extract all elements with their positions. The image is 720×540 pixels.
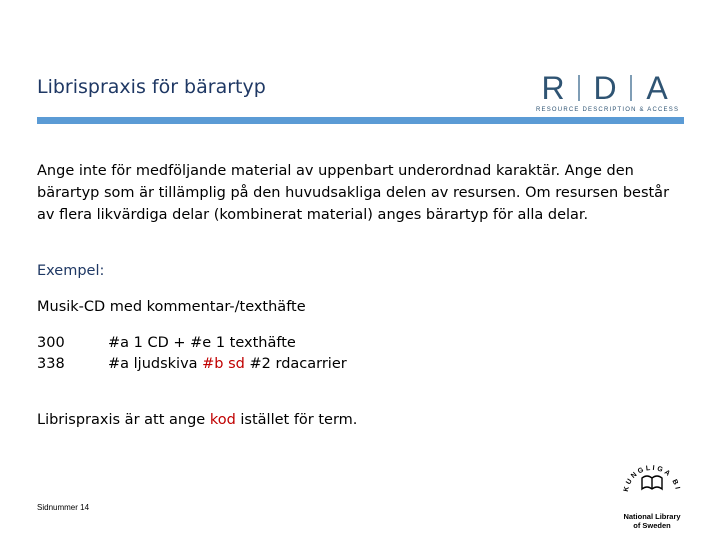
logo-divider: [578, 75, 580, 101]
marc-row: [37, 354, 347, 375]
kb-name-line1: National Library: [623, 512, 681, 521]
title-rule: [37, 117, 684, 124]
marc-tag: 338: [37, 356, 65, 372]
logo-letter-r: R: [541, 70, 565, 106]
body-content: [37, 160, 677, 226]
intro-paragraph: Ange inte för medföljande material av uppenbart underordnad karaktär. Ange den bärartyp som är tillämplig på den huvudsakliga delen av resursen. Om resursen består av flera likvärdiga delar (kombinerat material) anges bärartyp för alla delar.: [37, 163, 670, 223]
kb-arc-text: KUNGLIGA BI: [622, 464, 681, 493]
marc-value-highlight: #b sd: [202, 356, 245, 372]
marc-value-after: #2 rdacarrier: [244, 356, 347, 372]
logo-subtitle: RESOURCE DESCRIPTION & ACCESS: [536, 107, 680, 113]
slide-title: Librispraxis för bärartyp: [37, 76, 266, 98]
marc-value-before: #a ljudskiva: [108, 356, 203, 372]
marc-fields: [37, 333, 347, 375]
logo-letter-a: A: [646, 70, 668, 106]
practice-highlight: kod: [209, 412, 236, 428]
slide-number: Sidnummer 14: [37, 503, 90, 512]
marc-value: #a 1 CD + #e 1 texthäfte: [108, 335, 296, 351]
kb-name-line2: of Sweden: [633, 521, 671, 530]
example-label: Exempel:: [37, 263, 105, 279]
logo-letter-d: D: [593, 70, 617, 106]
example-description: Musik-CD med kommentar-/texthäfte: [37, 299, 306, 315]
kb-seal-icon: [616, 454, 688, 508]
rda-logo: [536, 72, 684, 113]
kb-logo: [616, 454, 688, 529]
logo-divider: [630, 75, 632, 101]
marc-value: [108, 354, 347, 375]
practice-after: istället för term.: [235, 412, 358, 428]
marc-row: [37, 333, 347, 354]
practice-statement: [37, 412, 357, 428]
practice-before: Librispraxis är att ange: [37, 412, 210, 428]
marc-tag: 300: [37, 335, 65, 351]
